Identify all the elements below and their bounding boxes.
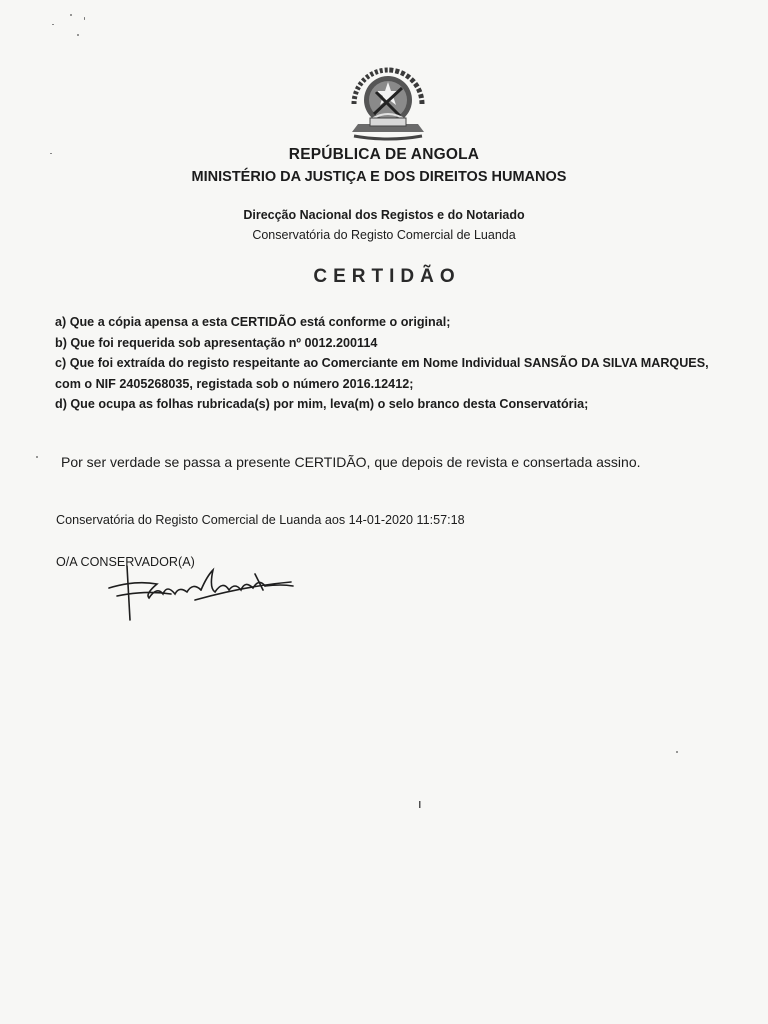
ministry-heading: MINISTÉRIO DA JUSTIÇA E DOS DIREITOS HUMANOS <box>191 169 567 185</box>
scan-speck <box>70 14 72 16</box>
place-and-date: Conservatória do Registo Comercial de Luanda aos 14-01-2020 11:57:18 <box>56 513 465 527</box>
clause-b: b) Que foi requerida sob apresentação nº 0012.200114 <box>55 335 378 350</box>
document-title: CERTIDÃO <box>313 266 461 287</box>
page-mark: ı <box>418 796 422 811</box>
clause-d: d) Que ocupa as folhas rubricada(s) por mim, leva(m) o selo branco desta Conservatória; <box>55 397 589 411</box>
scan-speck <box>84 17 85 20</box>
scan-speck <box>676 751 678 753</box>
handwritten-signature <box>105 560 305 624</box>
certification-statement: Por ser verdade se passa a presente CERTIDÃO, que depois de revista e consertada assino. <box>61 454 641 470</box>
scan-speck <box>52 24 54 25</box>
signatory-label: O/A CONSERVADOR(A) <box>56 555 195 569</box>
certificate-clauses <box>55 312 735 415</box>
clause-a: a) Que a cópia apensa a esta CERTIDÃO está conforme o original; <box>55 315 451 329</box>
scan-speck <box>77 34 79 36</box>
registry-heading: Conservatória do Registo Comercial de Luanda <box>252 228 516 242</box>
angola-coat-of-arms-icon <box>340 58 436 144</box>
scan-speck <box>36 456 38 458</box>
country-heading: REPÚBLICA DE ANGOLA <box>288 146 480 163</box>
clause-c: c) Que foi extraída do registo respeitante ao Comerciante em Nome Individual SANSÃO DA SILVA MARQUES, com o NIF 2405268035, registada sob o número 2016.12412; <box>55 356 709 391</box>
direction-heading: Direcção Nacional dos Registos e do Notariado <box>243 208 525 222</box>
